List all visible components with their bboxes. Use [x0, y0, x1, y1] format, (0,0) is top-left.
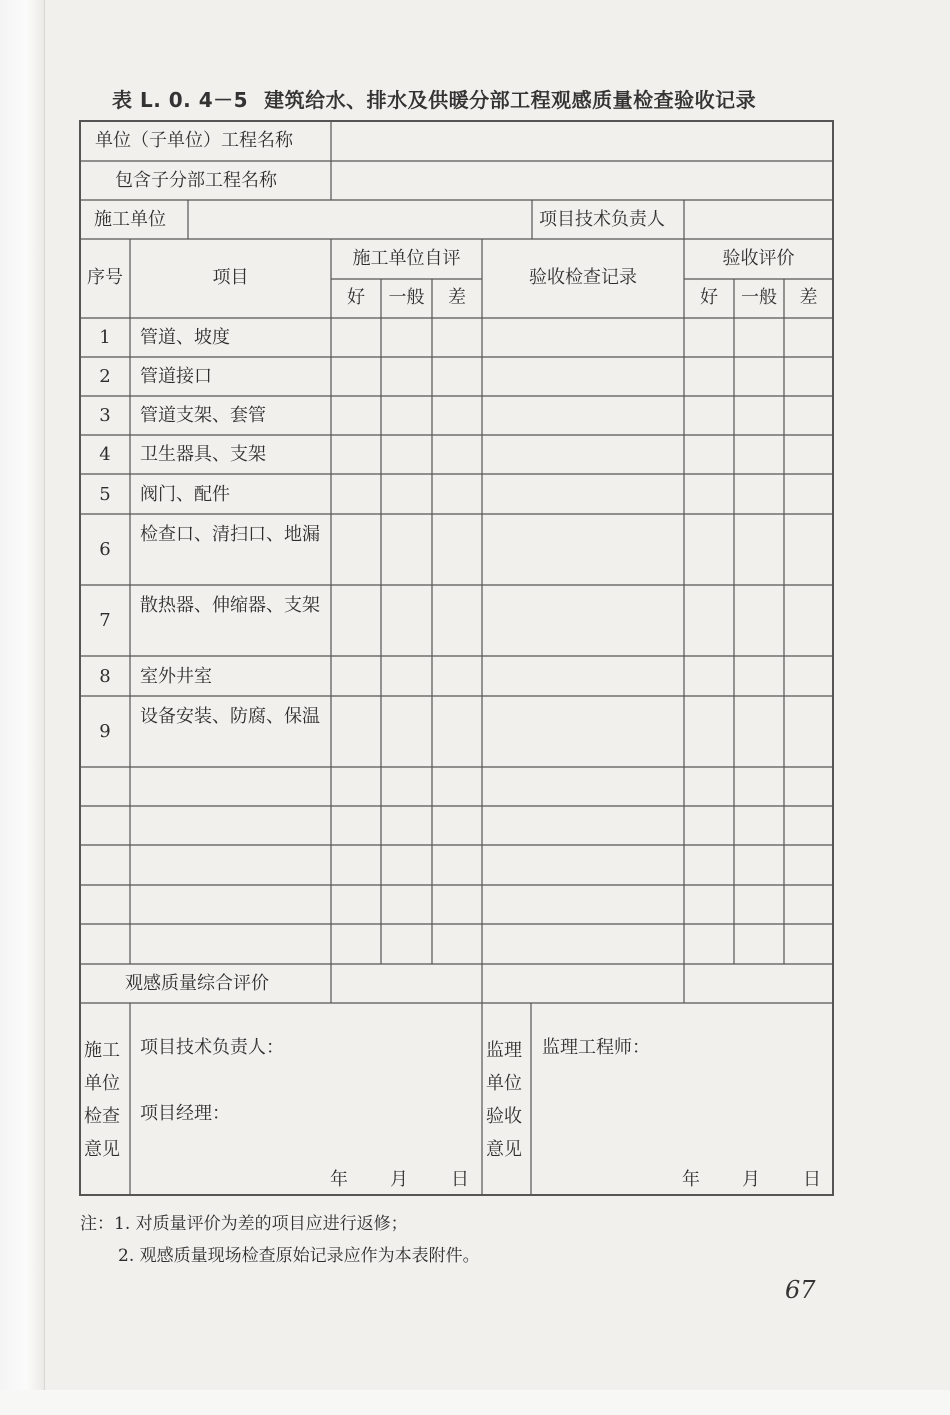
self-eval-poor: 差: [448, 287, 466, 308]
note-2: 2. 观感质量现场检查原始记录应作为本表附件。: [118, 1246, 480, 1266]
row-number: 8: [99, 666, 111, 687]
notes-prefix: 注：: [80, 1214, 114, 1234]
supervision-date-day: 日: [803, 1169, 821, 1190]
construction-tech-lead-sign: 项目技术负责人：: [140, 1037, 284, 1058]
table-title-text: 建筑给水、排水及供暖分部工程观感质量检查验收记录: [264, 88, 757, 112]
sub-project-name-label: 包含子分部工程名称: [115, 170, 277, 191]
row-item: 管道支架、套管: [140, 405, 266, 426]
row-item: 检查口、清扫口、地漏: [140, 524, 320, 545]
unit-project-name-label: 单位（子单位）工程名称: [95, 130, 293, 151]
row-item: 室外井室: [140, 666, 212, 687]
row-number: 9: [99, 721, 111, 742]
supervision-opinion-label: 监理单位验收意见: [486, 1040, 522, 1160]
column-header-acceptance-eval: 验收评价: [722, 248, 795, 269]
acceptance-eval-fair: 一般: [741, 287, 777, 308]
table-number: 表 L. 0. 4－5: [112, 88, 249, 112]
acceptance-eval-poor: 差: [799, 287, 818, 308]
column-header-self-eval: 施工单位自评: [352, 248, 461, 269]
row-item: 管道、坡度: [140, 327, 230, 348]
construction-opinion-label: 施工单位检查意见: [84, 1040, 120, 1160]
row-item: 设备安装、防腐、保温: [140, 706, 320, 727]
supervision-date-year: 年: [682, 1169, 700, 1190]
construction-manager-sign: 项目经理：: [140, 1103, 230, 1124]
self-eval-good: 好: [347, 287, 365, 308]
row-number: 6: [99, 539, 111, 560]
page-number: 67: [785, 1276, 816, 1304]
construction-date-day: 日: [451, 1169, 469, 1190]
row-number: 5: [99, 484, 111, 505]
column-header-inspection-record: 验收检查记录: [529, 267, 637, 288]
construction-date-year: 年: [330, 1169, 348, 1190]
row-item: 管道接口: [140, 366, 212, 387]
supervision-engineer-sign: 监理工程师：: [542, 1037, 650, 1058]
notes: [80, 1208, 480, 1272]
row-number: 4: [99, 444, 111, 465]
row-number: 1: [99, 327, 111, 348]
acceptance-eval-good: 好: [700, 287, 718, 308]
row-number: 3: [99, 405, 111, 426]
row-number: 2: [99, 366, 111, 387]
row-item: 散热器、伸缩器、支架: [140, 595, 320, 616]
self-eval-fair: 一般: [388, 287, 425, 308]
supervision-date-month: 月: [742, 1169, 760, 1190]
row-item: 卫生器具、支架: [140, 444, 266, 465]
construction-date-month: 月: [390, 1169, 408, 1190]
tech-lead-label: 项目技术负责人: [539, 209, 665, 230]
construction-unit-label: 施工单位: [94, 209, 166, 230]
row-item: 阀门、配件: [140, 484, 230, 505]
overall-evaluation-label: 观感质量综合评价: [125, 973, 269, 994]
row-number: 7: [99, 610, 111, 631]
column-header-seq: 序号: [87, 267, 123, 288]
column-header-item: 项目: [212, 267, 249, 288]
note-1: 注：1. 对质量评价为差的项目应进行返修；: [80, 1214, 408, 1234]
